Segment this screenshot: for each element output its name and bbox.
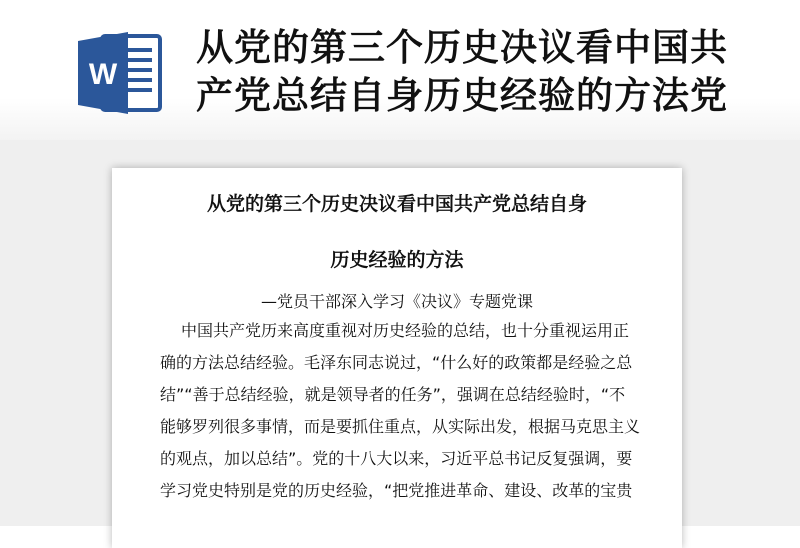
word-document-icon	[76, 32, 164, 114]
document-title-line-1: 从党的第三个历史决议看中国共产党总结自身	[206, 193, 587, 215]
body-line-6: 学习党史特别是党的历史经验，“把党推进革命、建设、改革的宝贵	[160, 481, 633, 500]
body-line-2: 确的方法总结经验。毛泽东同志说过，“什么好的政策都是经验之总	[160, 353, 633, 372]
page-title-line-2: 产党总结自身历史经验的方法党	[196, 74, 728, 117]
page-title	[196, 24, 786, 120]
body-line-5: 的观点，加以总结”。党的十八大以来，习近平总书记反复强调，要	[160, 449, 633, 468]
document-preview	[112, 168, 682, 548]
body-line-1: 中国共产党历来高度重视对历史经验的总结，也十分重视运用正	[181, 321, 630, 340]
word-letter: W	[88, 58, 118, 91]
body-line-4: 能够罗列很多事情，而是要抓住重点，从实际出发，根据马克思主义	[160, 417, 641, 436]
document-title-line-2: 历史经验的方法	[330, 249, 464, 271]
body-line-3: 结”“善于总结经验，就是领导者的任务”，强调在总结经验时，“不	[160, 385, 626, 404]
page-title-line-1: 从党的第三个历史决议看中国共	[196, 26, 728, 69]
document-subtitle: —党员干部深入学习《决议》专题党课	[260, 292, 533, 311]
